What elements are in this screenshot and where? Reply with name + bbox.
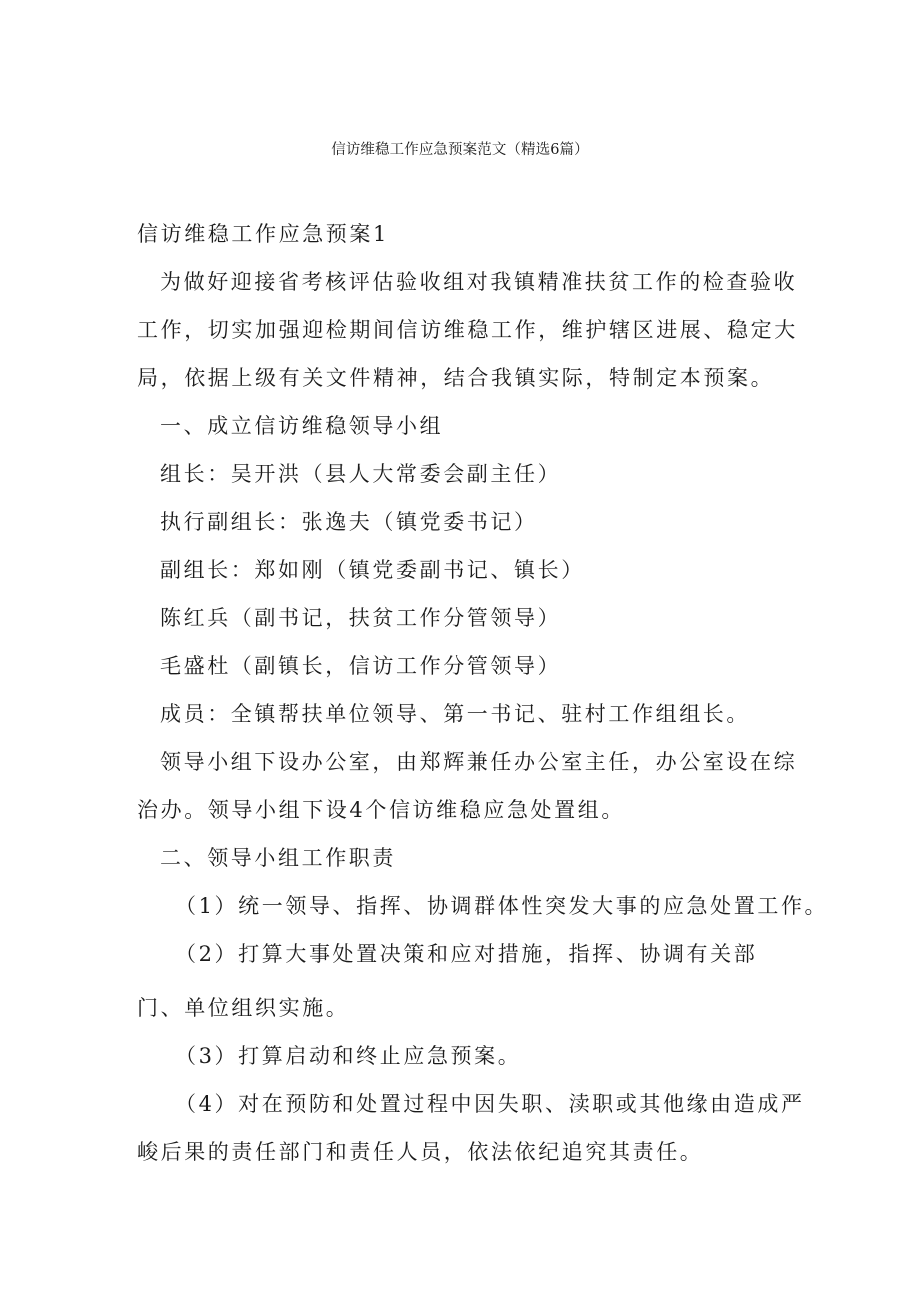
duty-item-3: （3）打算启动和终止应急预案。 <box>175 1044 522 1068</box>
member-chen-line: 陈红兵（副书记，扶贫工作分管领导） <box>160 606 562 630</box>
exec-deputy-leader-line: 执行副组长：张逸夫（镇党委书记） <box>160 510 538 534</box>
deputy-leader-line: 副组长：郑如刚（镇党委副书记、镇长） <box>160 558 585 582</box>
document-title: 信访维稳工作应急预案范文（精选6篇） <box>331 142 589 158</box>
office-paragraph-line: 治办。领导小组下设4个信访维稳应急处置组。 <box>137 798 625 822</box>
office-paragraph-line: 领导小组下设办公室，由郑辉兼任办公室主任，办公室设在综 <box>160 750 798 774</box>
duty-item-1: （1）统一领导、指挥、协调群体性突发大事的应急处置工作。 <box>175 894 829 918</box>
member-mao-line: 毛盛杜（副镇长，信访工作分管领导） <box>160 654 562 678</box>
intro-paragraph-line: 工作，切实加强迎检期间信访维稳工作，维护辖区进展、稳定大 <box>137 318 798 342</box>
part2-heading: 二、领导小组工作职责 <box>160 846 396 870</box>
members-line: 成员：全镇帮扶单位领导、第一书记、驻村工作组组长。 <box>160 702 750 726</box>
duty-item-2-continuation: 门、单位组织实施。 <box>137 996 350 1020</box>
intro-paragraph-line: 局，依据上级有关文件精神，结合我镇实际，特制定本预案。 <box>137 366 775 390</box>
intro-paragraph-line: 为做好迎接省考核评估验收组对我镇精准扶贫工作的检查验收 <box>160 270 798 294</box>
part1-heading: 一、成立信访维稳领导小组 <box>160 414 444 438</box>
group-leader-line: 组长：吴开洪（县人大常委会副主任） <box>160 462 562 486</box>
duty-item-4: （4）对在预防和处置过程中因失职、渎职或其他缘由造成严 <box>175 1092 805 1116</box>
duty-item-2: （2）打算大事处置决策和应对措施，指挥、协调有关部 <box>175 942 758 966</box>
section-heading: 信访维稳工作应急预案1 <box>137 222 389 246</box>
duty-item-4-continuation: 峻后果的责任部门和责任人员，依法依纪追究其责任。 <box>137 1140 704 1164</box>
